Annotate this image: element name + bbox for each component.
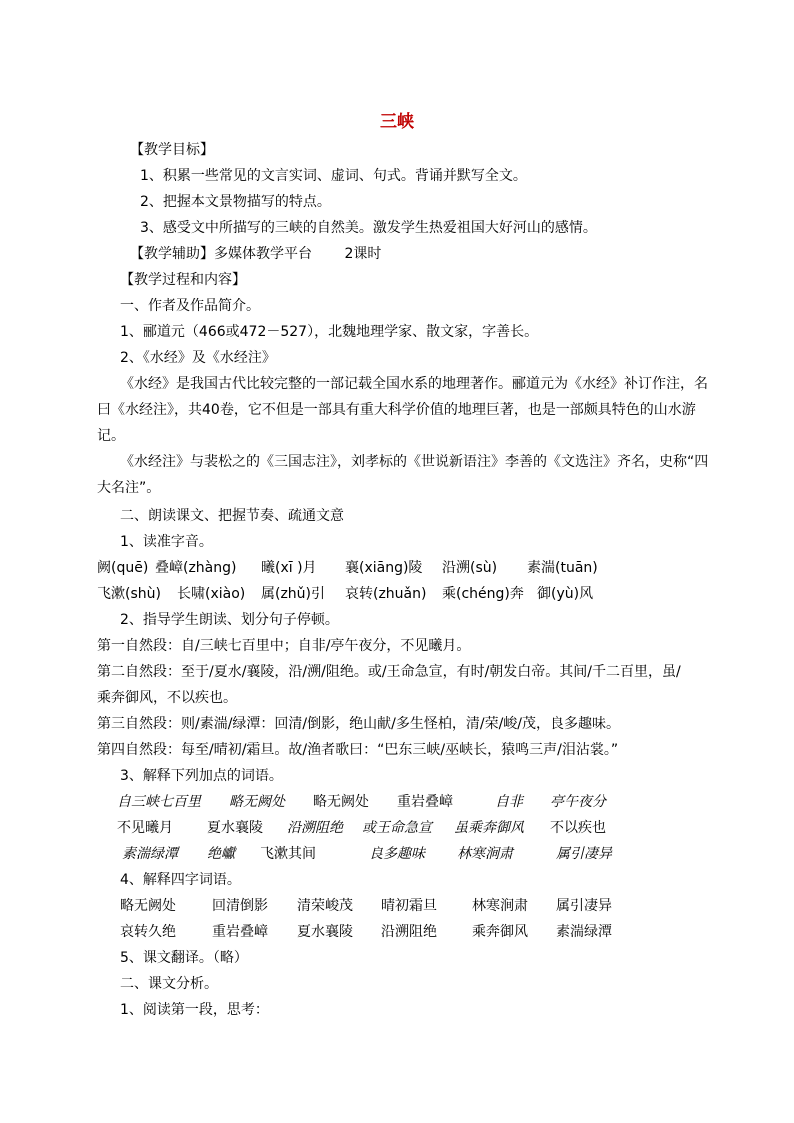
word-item: 绝巘 [207, 846, 235, 862]
pause-line-4: 第三自然段：则/素湍/绿潭：回清/倒影，绝山献/多生怪柏，清/荣/峻/茂，良多趣味。 [97, 716, 621, 732]
section-2-item-2: 2、指导学生朗读、划分句子停顿。 [120, 612, 339, 628]
pause-line-1: 第一自然段：自/三峡七百里中；自非/亭午夜分，不见曦月。 [97, 638, 471, 654]
paragraph-1-line-1: 《水经》是我国古代比较完整的一部记载全国水系的地理著作。郦道元为《水经》补订作注，名 [120, 376, 708, 392]
pron-word: 属(zhǔ)引 [261, 586, 326, 602]
section-2-item-4: 4、解释四字词语。 [120, 872, 241, 888]
idiom-item: 重岩叠嶂 [212, 924, 268, 940]
word-item: 属引凄异 [556, 846, 612, 862]
pron-word: 御(yù)风 [537, 586, 594, 602]
idiom-item: 晴初霜旦 [381, 898, 437, 914]
word-item: 自非 [495, 794, 523, 810]
section-1-item-2: 2、《水经》及《水经注》 [120, 350, 276, 366]
teaching-aids: 【教学辅助】多媒体教学平台 2课时 [130, 246, 382, 262]
goal-item-2: 2、把握本文景物描写的特点。 [140, 194, 331, 210]
paragraph-1-line-2: 曰《水经注》，共40卷，它不但是一部具有重大科学价值的地理巨著，也是一部颇具特色的山水游 [97, 402, 696, 418]
word-item: 林寒涧肃 [457, 846, 513, 862]
word-item: 不见曦月 [117, 820, 173, 836]
section-2-item-3: 3、解释下列加点的词语。 [120, 768, 283, 784]
word-item: 或王命急宣 [362, 820, 432, 836]
idiom-item: 沿溯阻绝 [381, 924, 437, 940]
idiom-item: 哀转久绝 [120, 924, 176, 940]
pron-word: 飞漱(shù) [97, 586, 161, 602]
idiom-item: 夏水襄陵 [297, 924, 353, 940]
idiom-item: 乘奔御风 [472, 924, 528, 940]
page-title: 三峡 [380, 112, 414, 132]
section-3-title: 二、课文分析。 [120, 976, 218, 992]
idiom-item: 略无阙处 [120, 898, 176, 914]
word-item: 飞漱其间 [260, 846, 316, 862]
word-item: 素湍绿潭 [122, 846, 178, 862]
word-item: 略无阙处 [229, 794, 285, 810]
pause-line-3: 乘奔御风，不以疾也。 [97, 690, 237, 706]
section-1-item-1: 1、郦道元（466或472－527），北魏地理学家、散文家，字善长。 [120, 324, 539, 340]
section-1-title: 一、作者及作品简介。 [120, 298, 260, 314]
goal-item-3: 3、感受文中所描写的三峡的自然美。激发学生热爱祖国大好河山的感情。 [140, 220, 597, 236]
paragraph-1-line-3: 记。 [97, 428, 125, 444]
pause-line-5: 第四自然段：每至/晴初/霜旦。故/渔者歌曰：“巴东三峡/巫峡长，猿鸣三声/泪沾裳。” [97, 742, 619, 758]
pron-word: 长啸(xiào) [177, 586, 246, 602]
section-2-item-5: 5、课文翻译。（略） [120, 950, 248, 966]
pron-word: 曦(xī )月 [261, 560, 317, 576]
word-item: 虽乘奔御风 [454, 820, 524, 836]
goals-header: 【教学目标】 [130, 142, 214, 158]
idiom-item: 林寒涧肃 [472, 898, 528, 914]
pron-word: 乘(chéng)奔 [442, 586, 524, 602]
word-item: 自三峡七百里 [117, 794, 201, 810]
goal-item-1: 1、积累一些常见的文言实词、虚词、句式。背诵并默写全文。 [140, 168, 527, 184]
section-2-title: 二、朗读课文、把握节奏、疏通文意 [120, 508, 344, 524]
word-item: 沿溯阻绝 [287, 820, 343, 836]
word-item: 略无阙处 [313, 794, 369, 810]
pron-word: 襄(xiāng)陵 [345, 560, 423, 576]
idiom-item: 回清倒影 [212, 898, 268, 914]
idiom-item: 清荣峻茂 [297, 898, 353, 914]
paragraph-2-line-2: 大名注”。 [97, 480, 161, 496]
section-3-item-1: 1、阅读第一段，思考： [120, 1002, 269, 1018]
word-item: 亭午夜分 [550, 794, 606, 810]
word-item: 夏水襄陵 [207, 820, 263, 836]
pron-word: 叠嶂(zhàng) [155, 560, 237, 576]
word-item: 良多趣味 [369, 846, 425, 862]
pron-word: 阙(quē) [97, 560, 149, 576]
word-item: 不以疾也 [550, 820, 606, 836]
process-header: 【教学过程和内容】 [120, 272, 246, 288]
idiom-item: 属引凄异 [556, 898, 612, 914]
section-2-item-1: 1、读准字音。 [120, 534, 213, 550]
pron-word: 沿溯(sù) [442, 560, 498, 576]
word-item: 重岩叠嶂 [397, 794, 453, 810]
paragraph-2-line-1: 《水经注》与裴松之的《三国志注》，刘孝标的《世说新语注》李善的《文选注》齐名，史称“四 [120, 454, 709, 470]
pron-word: 素湍(tuān) [527, 560, 598, 576]
pause-line-2: 第二自然段：至于/夏水/襄陵，沿/溯/阻绝。或/王命急宣，有时/朝发白帝。其间/千二百里，虽/ [97, 664, 681, 680]
pron-word: 哀转(zhuǎn) [345, 586, 427, 602]
idiom-item: 素湍绿潭 [556, 924, 612, 940]
